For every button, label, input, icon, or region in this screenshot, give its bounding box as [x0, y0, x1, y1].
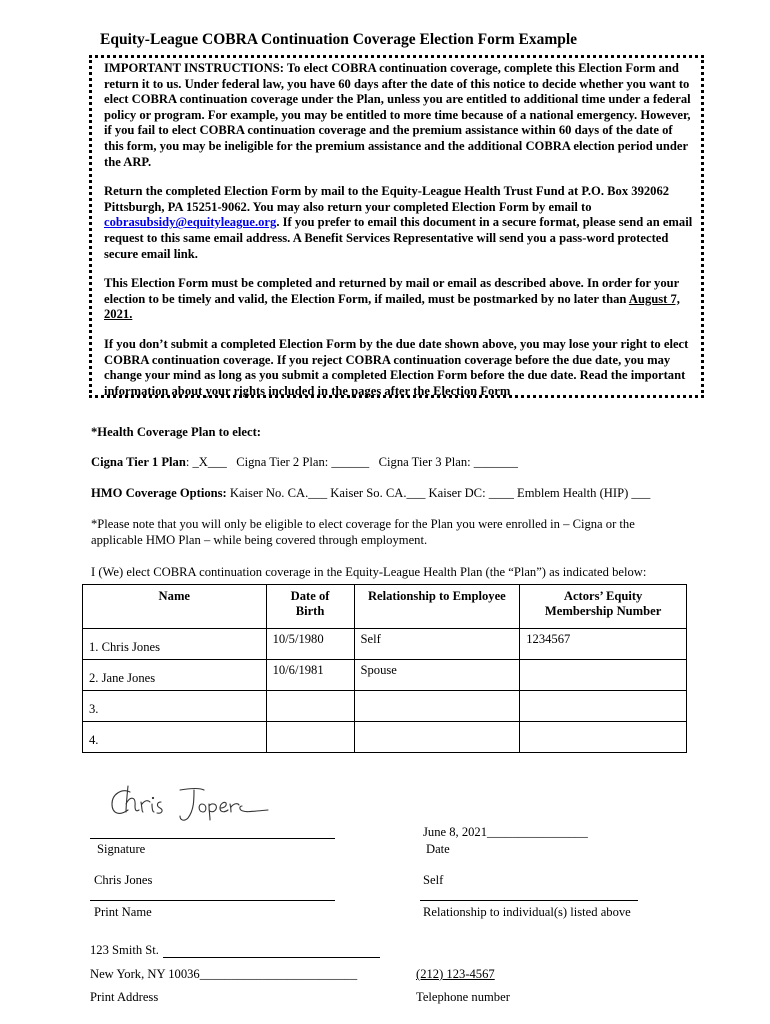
header-membership-line-1: Actors’ Equity: [563, 589, 643, 603]
address-line-1-underline: [163, 957, 380, 958]
row-4-dob[interactable]: [266, 722, 354, 753]
row-1-membership[interactable]: 1234567: [520, 629, 687, 660]
row-3-membership[interactable]: [520, 691, 687, 722]
telephone-value[interactable]: (212) 123-4567: [416, 967, 495, 981]
signature-line: [90, 838, 335, 839]
print-address-label: Print Address: [90, 990, 159, 1004]
cigna-tier1-label: Cigna Tier 1 Plan: [91, 455, 186, 469]
date-label: Date: [426, 842, 450, 856]
header-membership: [520, 585, 687, 629]
row-2-membership[interactable]: [520, 660, 687, 691]
instructions-p2-text-end: . If you prefer to email this document in a secure format, please send an email request to this same email address. A Benefit Services Representative will send you a pass-word protected secure email link.: [104, 215, 693, 261]
instructions-paragraph-3: [104, 276, 695, 323]
instructions-paragraph-1: IMPORTANT INSTRUCTIONS: To elect COBRA continuation coverage, complete this Election Form and return it to us. Under federal law, you have 60 days after the date of this notice to decide whether you want to elect COBRA continuation coverage under the Plan, unless you are entitled to additional time under a federal policy or program. For example, you may be entitled to more time because of a national emergency. However, if you fail to elect COBRA continuation coverage and the premium assistance within 60 days of the date of this form, you may be ineligible for the premium assistance and the additional COBRA election period under the ARP.: [104, 61, 691, 169]
plan-heading: *Health Coverage Plan to elect:: [91, 425, 261, 439]
table-row: [83, 660, 687, 691]
cobra-email-link[interactable]: cobrasubsidy@equityleague.org: [104, 215, 277, 230]
instructions-paragraph-2: [104, 184, 695, 262]
form-title: Equity-League COBRA Continuation Coverage Election Form Example: [100, 31, 578, 48]
handwritten-signature: [108, 782, 278, 826]
row-3-relationship[interactable]: [354, 691, 520, 722]
header-membership-line-2: Membership Number: [544, 604, 662, 618]
table-row: [83, 722, 687, 753]
due-date: August 7, 2021.: [104, 291, 680, 322]
row-2-name[interactable]: 2. Jane Jones: [83, 660, 267, 691]
cigna-tier3-field[interactable]: Cigna Tier 3 Plan: _______: [378, 455, 518, 469]
row-1-dob[interactable]: 10/5/1980: [266, 629, 354, 660]
coverage-table: [82, 584, 687, 753]
print-name-value[interactable]: Chris Jones: [94, 873, 153, 887]
hmo-label: HMO Coverage Options:: [91, 486, 227, 500]
header-relationship: Relationship to Employee: [354, 585, 520, 629]
instructions-box: [89, 55, 704, 398]
row-4-relationship[interactable]: [354, 722, 520, 753]
header-dob-line-2: Birth: [295, 604, 325, 618]
header-name: Name: [83, 585, 267, 629]
table-row: [83, 629, 687, 660]
row-2-relationship[interactable]: Spouse: [354, 660, 520, 691]
row-1-relationship[interactable]: Self: [354, 629, 520, 660]
cigna-options: [91, 455, 518, 470]
row-4-name[interactable]: 4.: [83, 722, 267, 753]
instructions-paragraph-4: If you don’t submit a completed Election Form by the due date shown above, you may lose your right to elect COBRA continuation coverage. If you reject COBRA continuation coverage before the due date, you may change your mind as long as you submit a completed Election Form before the due date. Read the important information about your rights included in the pages after the Election Form: [104, 336, 689, 398]
print-name-label: Print Name: [94, 905, 152, 919]
row-4-membership[interactable]: [520, 722, 687, 753]
row-3-name[interactable]: 3.: [83, 691, 267, 722]
table-header-row: [83, 585, 687, 629]
hmo-choice-fields[interactable]: Kaiser No. CA.___ Kaiser So. CA.___ Kaiser DC: ____ Emblem Health (HIP) ___: [229, 486, 651, 500]
row-3-dob[interactable]: [266, 691, 354, 722]
hmo-options: [91, 486, 650, 501]
date-field[interactable]: June 8, 2021________________: [423, 825, 588, 839]
header-dob: [266, 585, 354, 629]
instructions-p2-text: Return the completed Election Form by mail to the Equity-League Health Trust Fund at P.O. Box 392062 Pittsburgh, PA 15251-9062. You may also return your completed Election Form by email to: [104, 184, 670, 214]
print-name-line: [90, 900, 335, 901]
eligibility-note-line-2: applicable HMO Plan – while being covered through employment.: [91, 533, 428, 547]
relationship-value[interactable]: Self: [423, 873, 444, 887]
cigna-tier1-field[interactable]: : _X___: [185, 455, 227, 469]
telephone-label: Telephone number: [416, 990, 510, 1004]
address-line-1[interactable]: 123 Smith St.: [90, 943, 159, 957]
relationship-line: [420, 900, 638, 901]
table-row: [83, 691, 687, 722]
cigna-tier2-field[interactable]: Cigna Tier 2 Plan: ______: [236, 455, 370, 469]
row-2-dob[interactable]: 10/6/1981: [266, 660, 354, 691]
signature-label: Signature: [97, 842, 146, 856]
eligibility-note-line-1: *Please note that you will only be eligible to elect coverage for the Plan you were enrolled in – Cigna or the: [91, 517, 635, 531]
address-line-2[interactable]: New York, NY 10036_________________________: [90, 967, 358, 981]
instructions-p3-text: This Election Form must be completed and returned by mail or email as described above. In order for your election to be timely and valid, the Election Form, if mailed, must be postmarked by no later than: [104, 276, 679, 306]
relationship-label: Relationship to individual(s) listed above: [423, 905, 631, 919]
row-1-name[interactable]: 1. Chris Jones: [83, 629, 267, 660]
header-dob-line-1: Date of: [290, 589, 330, 603]
election-statement: I (We) elect COBRA continuation coverage in the Equity-League Health Plan (the “Plan”) as indicated below:: [91, 565, 647, 579]
